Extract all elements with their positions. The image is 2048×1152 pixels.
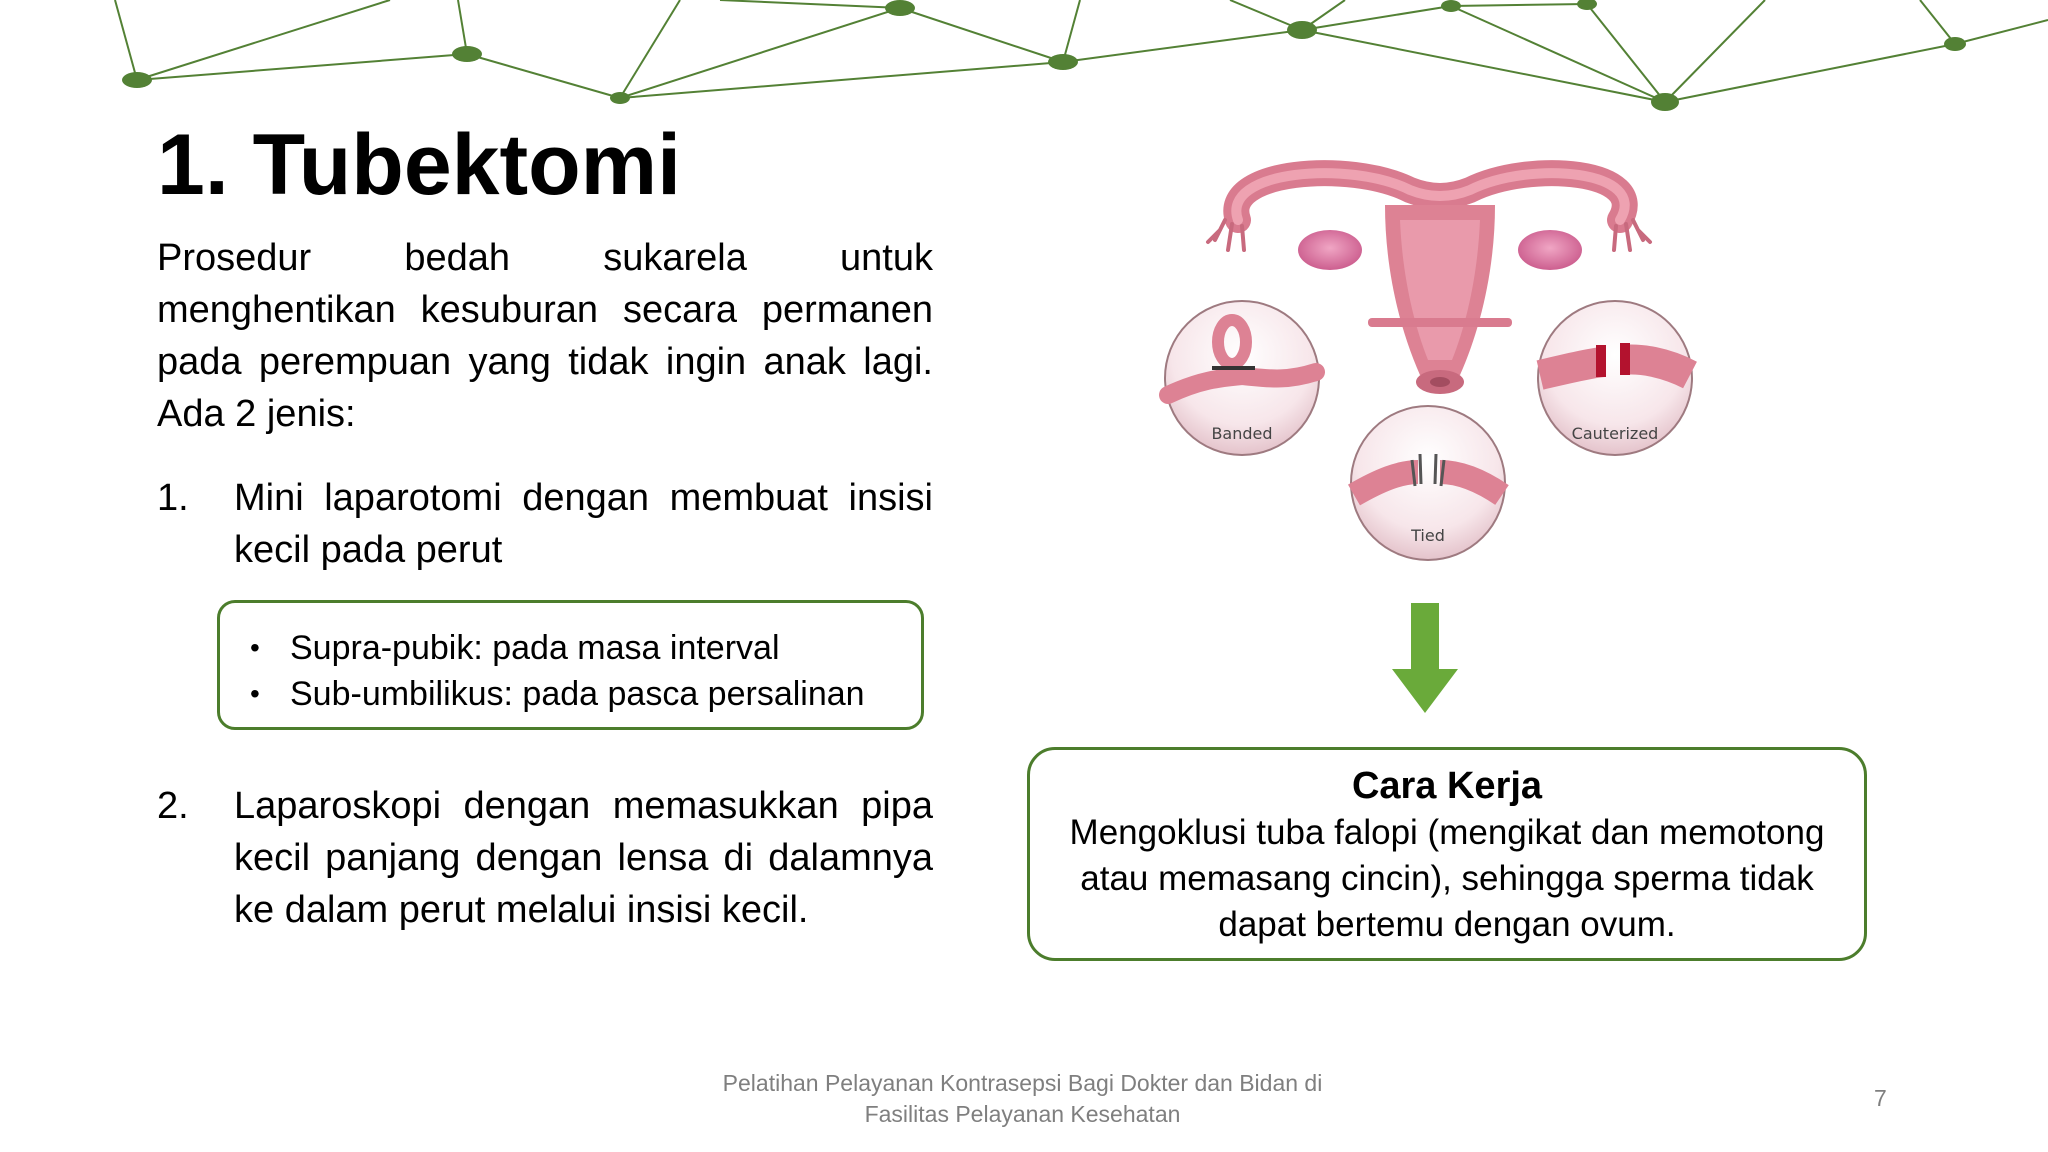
cauterized-label: Cauterized xyxy=(1571,424,1659,443)
list-item-number: 1. xyxy=(157,477,189,519)
bullet-item: • Supra-pubik: pada masa interval xyxy=(242,625,921,671)
cara-kerja-line: dapat bertemu dengan ovum. xyxy=(1218,905,1676,944)
footer-line: Fasilitas Pelayanan Kesehatan xyxy=(864,1101,1181,1127)
down-arrow-icon xyxy=(1390,603,1460,715)
cara-kerja-box xyxy=(1027,747,1867,961)
tied-label: Tied xyxy=(1411,526,1445,545)
bullet-item: • Sub-umbilikus: pada pasca persalinan xyxy=(242,671,921,717)
list-item xyxy=(157,780,933,936)
cara-kerja-title: Cara Kerja xyxy=(1351,765,1543,807)
intro-paragraph: Prosedur bedah sukarela untuk menghentikan kesuburan secara permanen pada perempuan yang tidak ingin anak lagi. Ada 2 jenis: xyxy=(157,237,933,435)
footer-line: Pelatihan Pelayanan Kontrasepsi Bagi Dokter dan Bidan di xyxy=(722,1070,1323,1096)
banded-label: Banded xyxy=(1211,424,1273,443)
cara-kerja-line: Mengoklusi tuba falopi (mengikat dan memotong xyxy=(1069,813,1825,852)
network-decoration xyxy=(0,0,2048,120)
page-number: 7 xyxy=(1874,1085,1887,1111)
bullet-box xyxy=(217,600,924,730)
cauterized-diagram xyxy=(1538,301,1692,455)
list-item xyxy=(157,472,933,576)
tubectomy-illustration xyxy=(1150,150,1710,570)
list-item-text: Laparoskopi dengan memasukkan pipa kecil panjang dengan lensa di dalamnya ke dalam perut melalui insisi kecil. xyxy=(234,785,933,931)
tied-diagram xyxy=(1351,406,1505,560)
slide-title: 1. Tubektomi xyxy=(157,117,682,213)
banded-diagram xyxy=(1165,301,1319,455)
list-item-number: 2. xyxy=(157,785,189,827)
cara-kerja-line: atau memasang cincin), sehingga sperma tidak xyxy=(1080,859,1814,898)
footer-text xyxy=(680,1068,1365,1130)
list-item-text: Mini laparotomi dengan membuat insisi kecil pada perut xyxy=(234,477,933,571)
